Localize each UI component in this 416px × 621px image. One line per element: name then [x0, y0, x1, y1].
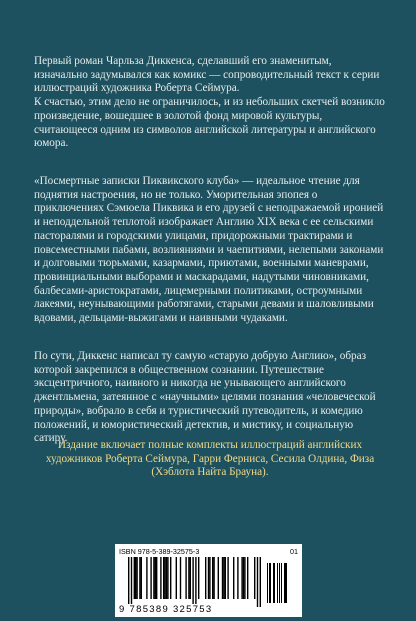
barcode-addon-bar: [277, 563, 278, 603]
barcode-guard-bar: [260, 557, 261, 607]
barcode-bar: [176, 557, 177, 599]
isbn-addon: 01: [290, 547, 298, 556]
barcode-bar: [150, 557, 151, 599]
barcode-addon-bar: [269, 563, 270, 603]
barcode-bar: [205, 557, 206, 599]
barcode-bar: [156, 557, 157, 599]
barcode-addon-bar: [286, 563, 287, 603]
isbn-label: ISBN 978-5-389-32575-3: [119, 547, 200, 556]
paragraph-essence-text: По сути, Диккенс написал ту самую «старую добрую Англию», образ которой закрепился в общественном сознании. Путешествие эксцентричного, наивного и никогда не унывающего английского джентльмена, затеянное с «научными» целями познания «человеческой природы», вобрало в себя и туристический путеводитель, и комедию положений, и юмористический детектив, и мистику, и социальную сатиру.: [34, 350, 376, 445]
barcode-bar: [135, 557, 136, 599]
barcode-bar: [188, 557, 189, 599]
barcode-bar: [185, 557, 186, 599]
barcode-bar: [166, 557, 167, 599]
barcode-guard-bar: [128, 557, 129, 607]
barcode-bar: [190, 557, 191, 599]
barcode-bars: [119, 557, 298, 607]
paragraph-intro-line1: Первый роман Чарльза Диккенса, сделавший его знаменитым, изначально задумывался как комикс — сопроводительный текст к серии иллюстраций художника Роберта Сеймура.: [34, 55, 380, 95]
barcode-bar: [141, 557, 142, 599]
paragraph-intro-line2: К счастью, этим дело не ограничилось, и из небольших скетчей возникло произведение, вошедшее в золотой фонд мировой культуры, считающееся одним из символов английской литературы и английского юмора.: [34, 96, 385, 150]
isbn-barcode: [115, 544, 302, 617]
barcode-addon-bar: [273, 563, 274, 603]
barcode-guard-bar: [257, 557, 258, 607]
barcode-bar: [247, 557, 248, 599]
barcode-bar: [243, 557, 244, 599]
barcode-bar: [244, 557, 245, 599]
barcode-bar: [209, 557, 210, 599]
barcode-bar: [170, 557, 171, 599]
barcode-addon-bar: [281, 563, 282, 603]
barcode-bar: [146, 557, 147, 599]
barcode-bar: [213, 557, 214, 599]
barcode-guard-bar: [131, 557, 132, 607]
barcode-addon-bar: [285, 563, 286, 603]
barcode-bar: [167, 557, 168, 599]
barcode-bar: [136, 557, 137, 599]
barcode-digits-text: 9 785389 325753: [119, 604, 213, 615]
paragraph-description: [34, 175, 388, 326]
barcode-bar: [237, 557, 238, 599]
paragraph-essence: [34, 350, 388, 446]
barcode-bar: [160, 557, 161, 599]
barcode-bar: [223, 557, 224, 599]
barcode-guard-bar: [195, 557, 196, 607]
barcode-bar: [227, 557, 228, 599]
barcode-bar: [198, 557, 199, 599]
paragraph-edition-note: [30, 439, 390, 480]
barcode-addon-bar: [270, 563, 271, 603]
barcode-bar: [153, 557, 154, 599]
paragraph-intro: [34, 55, 388, 151]
barcode-bar: [139, 557, 140, 599]
barcode-bar: [241, 557, 242, 599]
paragraph-edition-note-text: Издание включает полные комплекты иллюстраций английских художников Роберта Сеймура, Гарри Ферниса, Сесила Олдина, Физа (Хэблота Найта Брауна).: [45, 439, 375, 479]
barcode-bar: [212, 557, 213, 599]
barcode-digits: [119, 604, 298, 615]
barcode-bar: [164, 557, 165, 599]
barcode-bar: [180, 557, 181, 599]
barcode-addon-bar: [274, 563, 275, 603]
barcode-bar: [233, 557, 234, 599]
barcode-bar: [254, 557, 255, 599]
barcode-guard-bar: [192, 557, 193, 607]
barcode-addon-bar: [279, 563, 280, 603]
barcode-addon-bar: [284, 563, 285, 603]
barcode-bar: [134, 557, 135, 599]
barcode-bar: [218, 557, 219, 599]
isbn-row: [119, 547, 298, 556]
barcode-bar: [208, 557, 209, 599]
paragraph-description-text: «Посмертные записки Пиквикского клуба» — идеальное чтение для поднятия настроения, но не только. Уморительная эпопея о приключениях Сэмюела Пиквика и его друзей с неподражаемой иронией и неподдельной теплотой изображает Англию XIX века с ее сельскими пасторалями и городскими улицами, придорожными трактирами и повсеместными пабами, возлияниями и чаепитиями, нелепыми законами и долговыми тюрьмами, казармами, приютами, военными маневрами, провинциальными выборами и маскарадами, надутыми чиновниками, балбесами-аристократами, лицемерными политиками, остроумными лакеями, неунывающими работягами, старыми девами и шаловливыми вдовами, дельцами-выжигами и наивными чудаками.: [34, 175, 384, 325]
barcode-addon-bar: [267, 563, 268, 603]
barcode-bar: [163, 557, 164, 599]
barcode-bar: [155, 557, 156, 599]
barcode-bar: [225, 557, 226, 599]
barcode-bar: [222, 557, 223, 599]
